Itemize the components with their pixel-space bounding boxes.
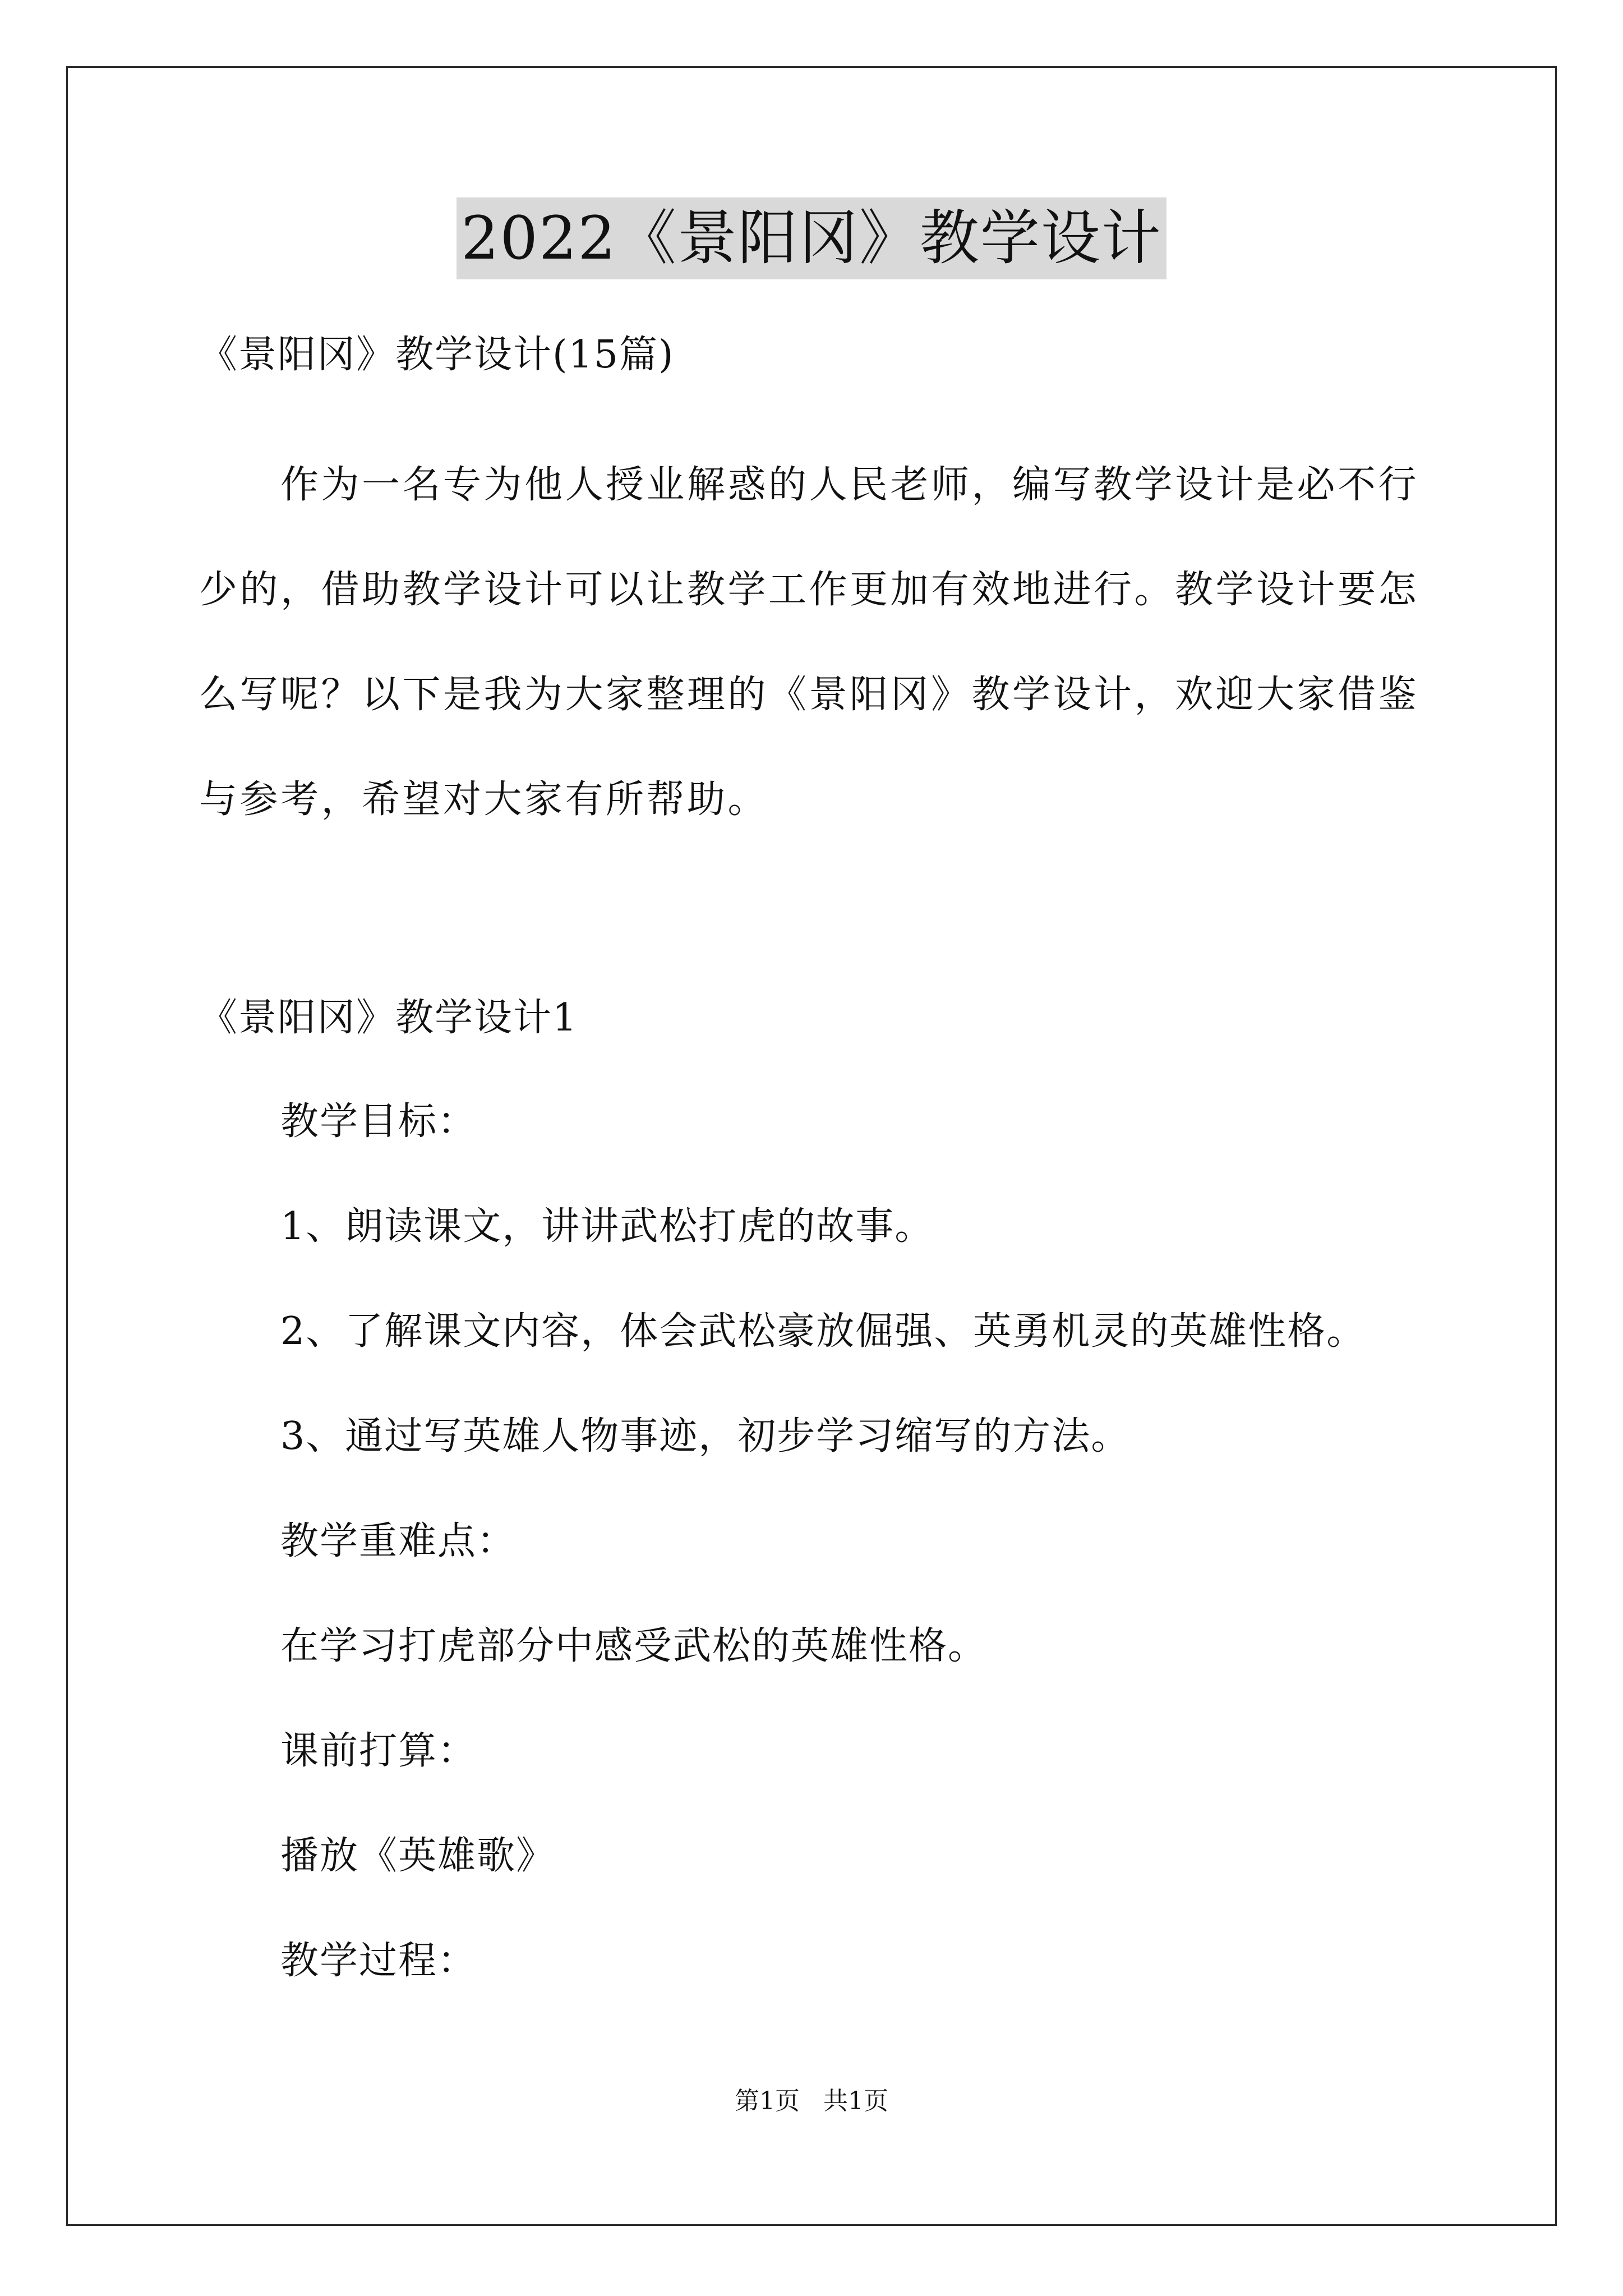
intro-line: 作为一名专为他人授业解惑的人民老师，编写教学设计是必不行 <box>280 463 1419 507</box>
body-line-objective-3: 3、通过写英雄人物事迹，初步学习缩写的方法。 <box>280 1414 1131 1458</box>
intro-line: 少的，借助教学设计可以让教学工作更加有效地进行。教学设计要怎 <box>199 568 1419 612</box>
body-line-objective-1: 1、朗读课文，讲讲武松打虎的故事。 <box>280 1204 934 1249</box>
body-line-preparation: 播放《英雄歌》 <box>280 1834 556 1878</box>
document-subtitle: 《景阳冈》教学设计(15篇) <box>199 333 675 377</box>
intro-paragraph <box>199 460 1433 880</box>
body-line-difficulty-heading: 教学重难点： <box>280 1519 517 1563</box>
body-line-process-heading: 教学过程： <box>280 1939 477 1983</box>
body-line-objective-2: 2、了解课文内容，体会武松豪放倔强、英勇机灵的英雄性格。 <box>280 1309 1366 1354</box>
document-title: 2022《景阳冈》教学设计 <box>457 197 1166 279</box>
intro-line: 与参考，希望对大家有所帮助。 <box>199 777 769 822</box>
section-heading: 《景阳冈》教学设计1 <box>199 996 578 1040</box>
page-footer: 第1页 共1页 <box>735 2087 888 2115</box>
title-container <box>0 197 1623 279</box>
body-line-preparation-heading: 课前打算： <box>280 1729 477 1773</box>
body-line-objectives-heading: 教学目标： <box>280 1099 477 1144</box>
body-line-difficulty: 在学习打虎部分中感受武松的英雄性格。 <box>280 1624 988 1668</box>
intro-line: 么写呢？以下是我为大家整理的《景阳冈》教学设计，欢迎大家借鉴 <box>199 673 1419 717</box>
